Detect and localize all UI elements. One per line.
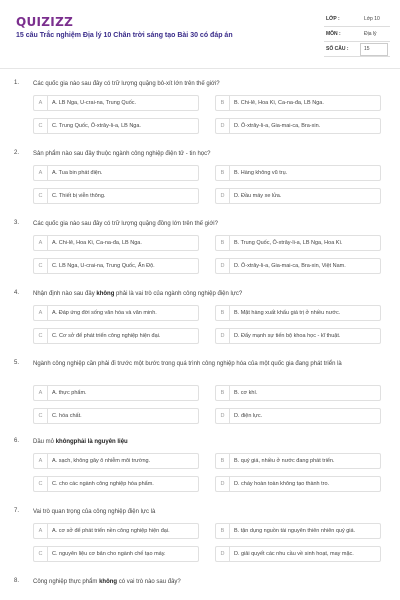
option-a[interactable] bbox=[33, 165, 199, 181]
option-c[interactable] bbox=[33, 188, 199, 204]
option-a[interactable] bbox=[33, 305, 199, 321]
option-letter: D bbox=[216, 259, 230, 273]
option-text: D. Ô-xtrây-li-a, Gia-mai-ca, Bra-xin. bbox=[234, 123, 321, 129]
option-text: C. Thiết bị viễn thông. bbox=[52, 193, 106, 199]
option-c[interactable] bbox=[33, 408, 199, 424]
question-text: Các quốc gia nào sau đây có trữ lượng quặng đồng lớn trên thế giới? bbox=[33, 221, 218, 227]
option-d[interactable] bbox=[215, 408, 381, 424]
question-text: Ngành công nghiệp cần phải đi trước một bước trong quá trình công nghiệp hóa của một quốc gia đang phát triển là bbox=[33, 361, 342, 367]
option-text: A. Chi-lê, Hoa Kì, Ca-na-đa, LB Nga. bbox=[52, 240, 142, 246]
text-part: có vai trò nào sau đây? bbox=[117, 579, 181, 585]
option-text: B. Mặt hàng xuất khẩu giá trị ở nhiều nước. bbox=[234, 310, 341, 316]
question-number: 8. bbox=[14, 578, 20, 584]
meta-value: Lớp 10 bbox=[364, 16, 380, 22]
meta-panel bbox=[324, 12, 390, 57]
question-text bbox=[33, 578, 385, 586]
option-letter: C bbox=[34, 477, 48, 491]
meta-row-count bbox=[324, 42, 390, 57]
option-d[interactable] bbox=[215, 258, 381, 274]
option-letter: A bbox=[34, 306, 48, 320]
question-number: 7. bbox=[14, 508, 20, 514]
option-letter: D bbox=[216, 547, 230, 561]
option-c[interactable] bbox=[33, 118, 199, 134]
option-c[interactable] bbox=[33, 328, 199, 344]
option-text: A. thực phẩm. bbox=[52, 390, 87, 396]
option-d[interactable] bbox=[215, 118, 381, 134]
option-letter: D bbox=[216, 329, 230, 343]
option-letter: D bbox=[216, 409, 230, 423]
option-text: C. Cơ sở để phát triển công nghiệp hiện đại. bbox=[52, 333, 161, 339]
option-text: D. cháy hoàn toàn không tạo thành tro. bbox=[234, 481, 330, 487]
option-text: B. Trung Quốc, Ô-xtrây-li-a, LB Nga, Hoa Kì. bbox=[234, 240, 343, 246]
text-part: Nhận định nào sau đây bbox=[33, 291, 97, 297]
option-text: C. LB Nga, U-crai-na, Trung Quốc, Ấn Độ. bbox=[52, 263, 155, 269]
option-text: D. Ô-xtrây-li-a, Gia-mai-ca, Bra-xin, Việt Nam. bbox=[234, 263, 346, 269]
option-text: C. nguyên liệu cơ bản cho ngành chế tạo máy. bbox=[52, 551, 166, 557]
option-text: A. Đáp ứng đời sống văn hóa và văn minh. bbox=[52, 310, 157, 316]
header-divider bbox=[0, 68, 400, 69]
option-letter: B bbox=[216, 454, 230, 468]
question-text bbox=[33, 438, 385, 446]
option-letter: C bbox=[34, 119, 48, 133]
option-letter: A bbox=[34, 454, 48, 468]
text-part: Công nghiệp thực phẩm bbox=[33, 579, 100, 585]
option-letter: D bbox=[216, 189, 230, 203]
option-b[interactable] bbox=[215, 95, 381, 111]
option-text: B. tận dụng nguồn tài nguyên thiên nhiên quý giá. bbox=[234, 528, 356, 534]
option-text: C. cho các ngành công nghiệp hóa phẩm. bbox=[52, 481, 154, 487]
option-text: C. hóa chất. bbox=[52, 413, 82, 419]
option-text: A. sạch, không gây ô nhiễm môi trường. bbox=[52, 458, 151, 464]
option-d[interactable] bbox=[215, 476, 381, 492]
option-text: A. Tua bin phát điện. bbox=[52, 170, 103, 176]
question-number: 3. bbox=[14, 220, 20, 226]
option-text: B. cơ khí. bbox=[234, 390, 258, 396]
option-letter: B bbox=[216, 96, 230, 110]
option-c[interactable] bbox=[33, 476, 199, 492]
question-number: 4. bbox=[14, 290, 20, 296]
meta-label: SỐ CÂU : bbox=[326, 46, 349, 52]
option-letter: A bbox=[34, 96, 48, 110]
meta-row-class bbox=[324, 12, 390, 27]
option-c[interactable] bbox=[33, 546, 199, 562]
option-letter: B bbox=[216, 524, 230, 538]
option-text: A. cơ sở để phát triển nền công nghiệp hiện đại. bbox=[52, 528, 170, 534]
option-letter: D bbox=[216, 477, 230, 491]
question-number: 2. bbox=[14, 150, 20, 156]
option-b[interactable] bbox=[215, 305, 381, 321]
page-title: 15 câu Trắc nghiệm Địa lý 10 Chân trời sáng tạo Bài 30 có đáp án bbox=[16, 32, 233, 39]
option-letter: B bbox=[216, 166, 230, 180]
option-b[interactable] bbox=[215, 453, 381, 469]
question-text: Sản phẩm nào sau đây thuộc ngành công nghiệp điện tử - tin học? bbox=[33, 151, 211, 157]
text-emphasis: không bbox=[96, 291, 115, 297]
option-text: C. Trung Quốc, Ô-xtrây-li-a, LB Nga. bbox=[52, 123, 141, 129]
option-a[interactable] bbox=[33, 523, 199, 539]
question-number: 1. bbox=[14, 80, 20, 86]
option-text: A. LB Nga, U-crai-na, Trung Quốc. bbox=[52, 100, 137, 106]
option-a[interactable] bbox=[33, 385, 199, 401]
meta-value: 15 bbox=[364, 46, 370, 52]
option-letter: A bbox=[34, 386, 48, 400]
option-text: B. Hàng không vũ trụ. bbox=[234, 170, 288, 176]
option-letter: C bbox=[34, 409, 48, 423]
option-letter: D bbox=[216, 119, 230, 133]
text-part: Dầu mỏ bbox=[33, 439, 56, 445]
option-text: D. Đầu máy xe lửa. bbox=[234, 193, 282, 199]
option-letter: A bbox=[34, 524, 48, 538]
option-a[interactable] bbox=[33, 453, 199, 469]
option-letter: C bbox=[34, 329, 48, 343]
meta-label: MÔN : bbox=[326, 31, 341, 37]
option-letter: C bbox=[34, 189, 48, 203]
text-emphasis: khôngphải là nguyên liệu bbox=[55, 439, 128, 445]
option-letter: A bbox=[34, 166, 48, 180]
text-emphasis: không bbox=[99, 579, 118, 585]
question-number: 5. bbox=[14, 360, 20, 366]
option-c[interactable] bbox=[33, 258, 199, 274]
option-letter: B bbox=[216, 236, 230, 250]
option-a[interactable] bbox=[33, 95, 199, 111]
option-letter: B bbox=[216, 386, 230, 400]
option-a[interactable] bbox=[33, 235, 199, 251]
option-letter: C bbox=[34, 547, 48, 561]
option-text: D. giải quyết các nhu cầu về sinh hoạt, may mặc. bbox=[234, 551, 354, 557]
option-b[interactable] bbox=[215, 523, 381, 539]
option-letter: C bbox=[34, 259, 48, 273]
option-d[interactable] bbox=[215, 188, 381, 204]
question-text: Vai trò quan trọng của công nghiệp điện lực là bbox=[33, 509, 156, 515]
option-d[interactable] bbox=[215, 546, 381, 562]
meta-row-subject bbox=[324, 27, 390, 42]
option-b[interactable] bbox=[215, 385, 381, 401]
option-letter: B bbox=[216, 306, 230, 320]
option-letter: A bbox=[34, 236, 48, 250]
option-text: B. Chi-lê, Hoa Kì, Ca-na-đa, LB Nga. bbox=[234, 100, 324, 106]
quizizz-logo: QUIZIZZ bbox=[16, 15, 74, 29]
meta-value: Địa lý bbox=[364, 31, 377, 37]
question-text: Các quốc gia nào sau đây có trữ lượng quặng bô-xít lớn trên thế giới? bbox=[33, 81, 220, 87]
option-d[interactable] bbox=[215, 328, 381, 344]
option-text: D. điện lực. bbox=[234, 413, 263, 419]
question-text bbox=[33, 290, 385, 298]
option-b[interactable] bbox=[215, 165, 381, 181]
option-text: D. Đẩy mạnh sự tiến bộ khoa học - kĩ thuật. bbox=[234, 333, 341, 339]
meta-label: LỚP : bbox=[326, 16, 340, 22]
option-b[interactable] bbox=[215, 235, 381, 251]
text-part: phải là vai trò của ngành công nghiệp điện lực? bbox=[114, 291, 243, 297]
document-header bbox=[0, 0, 400, 68]
question-number: 6. bbox=[14, 438, 20, 444]
option-text: B. quý giá, nhiều ở nước đang phát triển. bbox=[234, 458, 335, 464]
